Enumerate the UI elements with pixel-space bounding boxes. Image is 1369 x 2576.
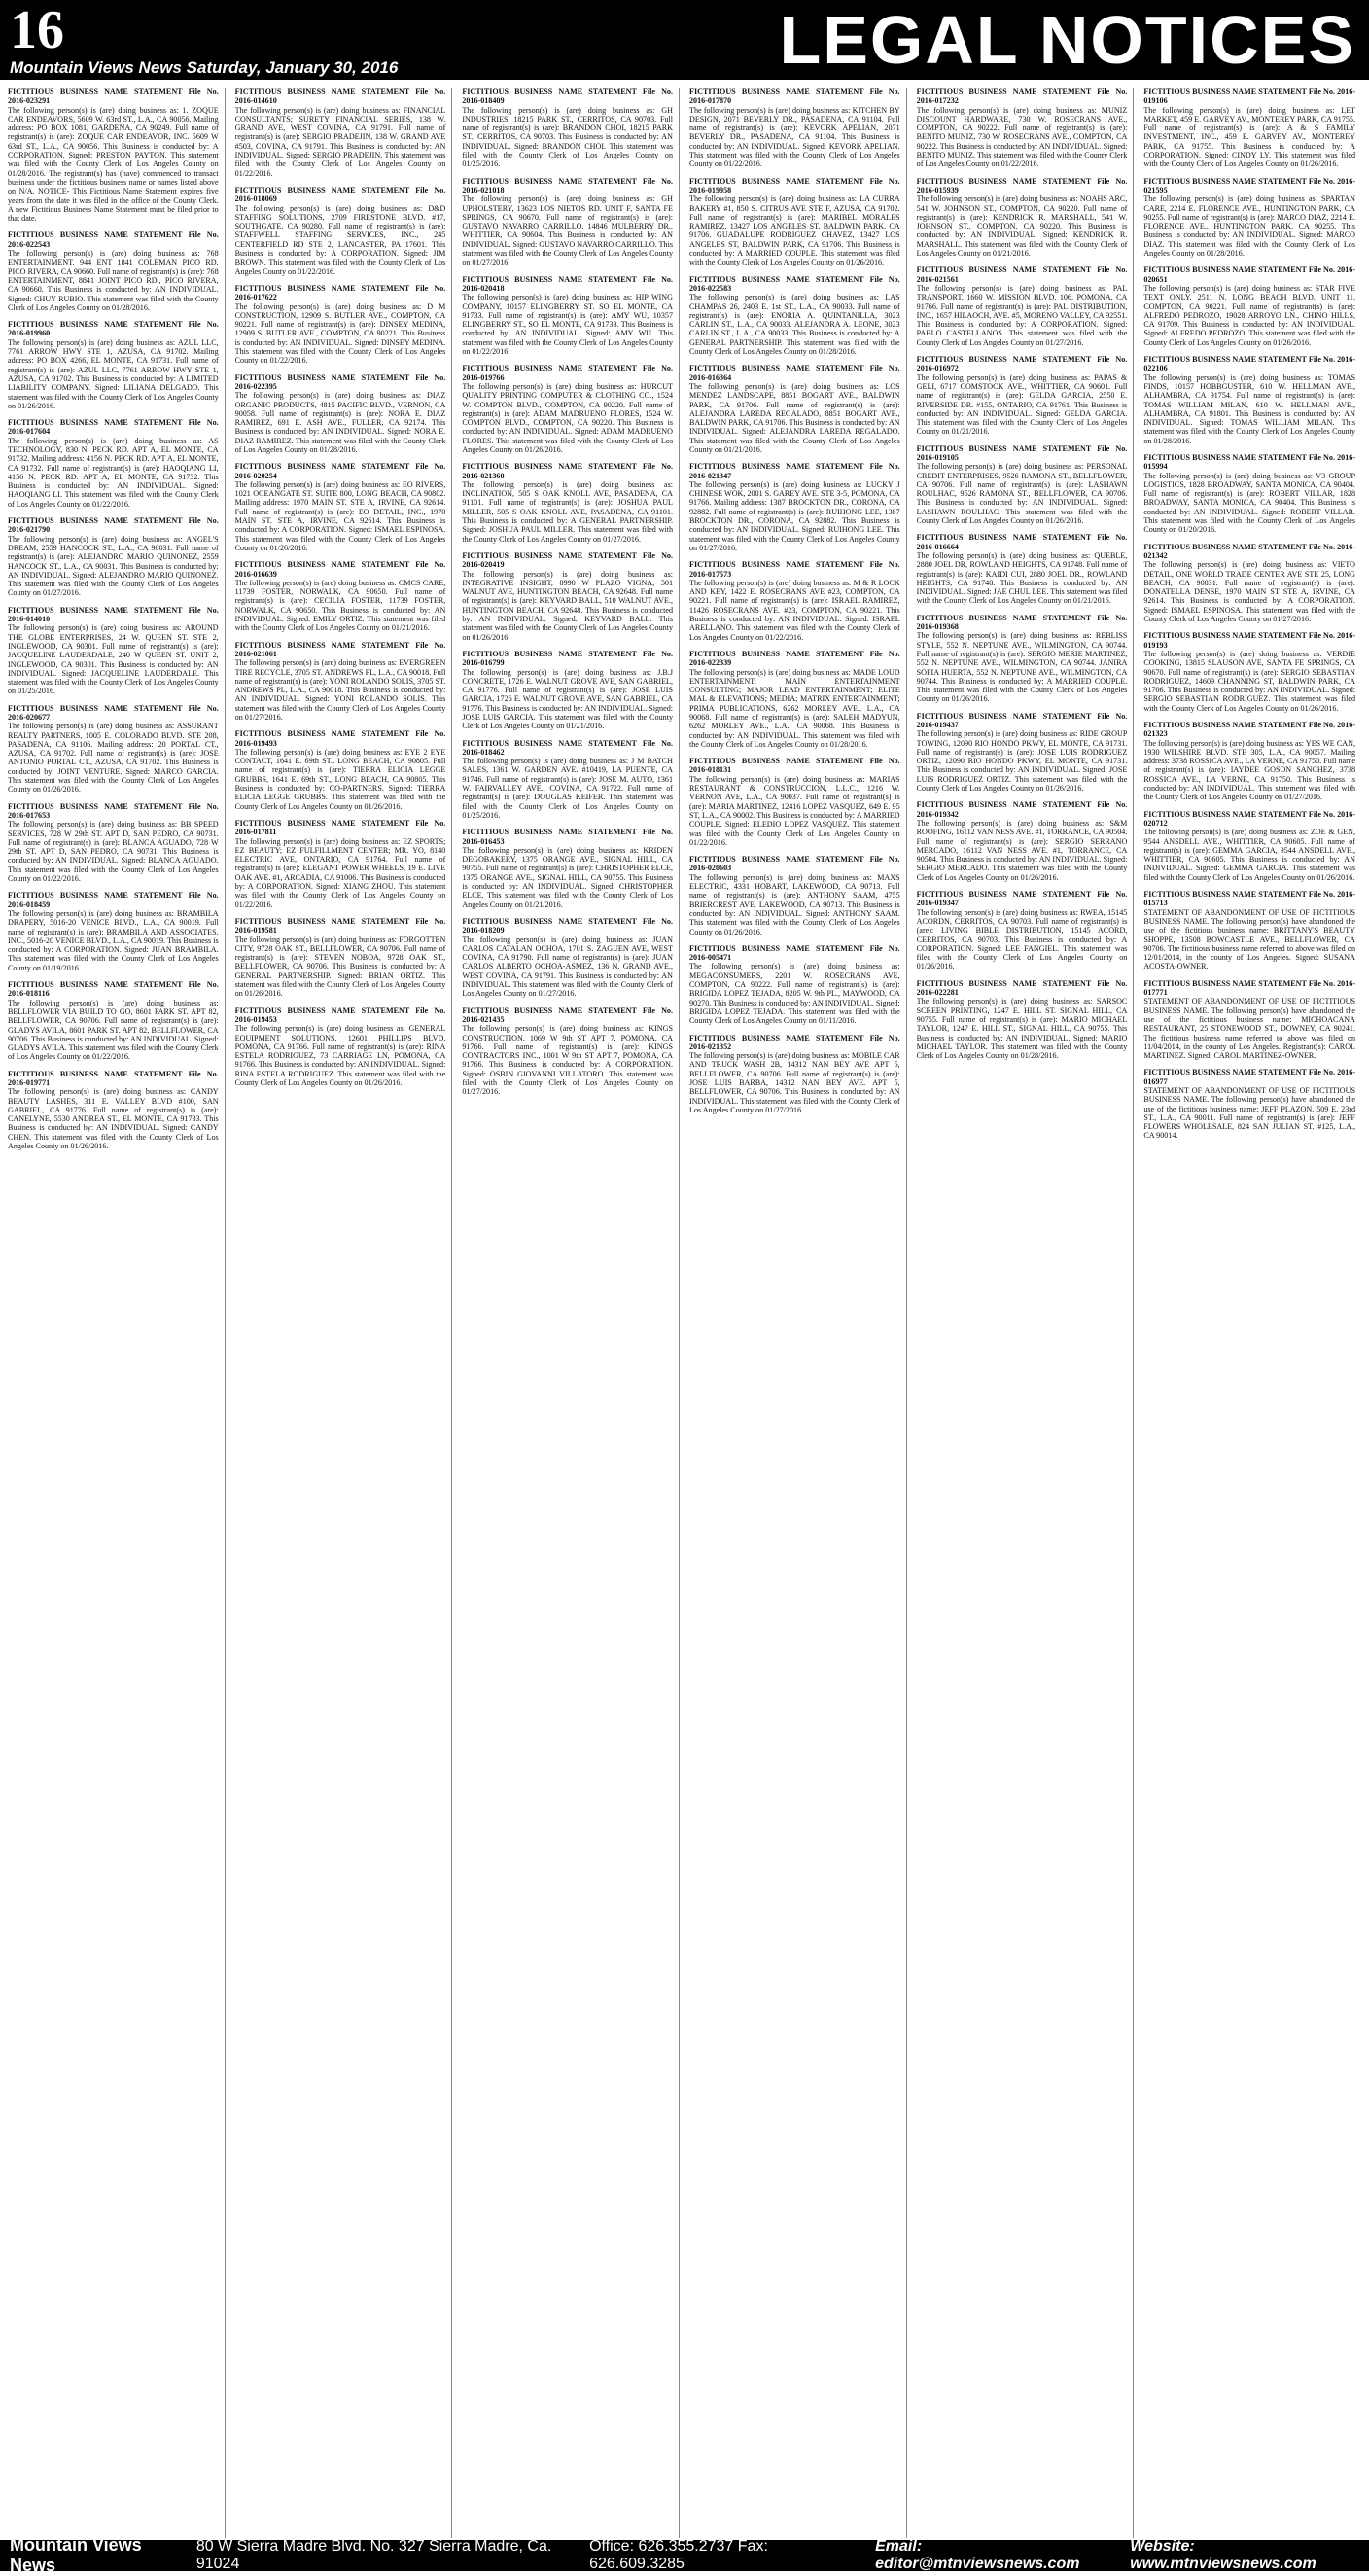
notice-body: The following person(s) is (are) doing business as: YES WE CAN, 1930 WILSHIRE BLVD. STE 305, L.A., CA 90057. Mailing address: 3738 ROSSICA AVE., LA VERNE, CA 91750. Full name of registrant(s) is (are): IAYDEE GOSON SANCHEZ, 3738 ROSSICA AVE., LA VERNE, CA 91750. This Business is conducted by: AN INDIVIDUAL. This statement was filed with the County Clerk of Los Angeles County on 01/27/2016. [1143, 738, 1355, 802]
legal-notice [917, 533, 1128, 605]
legal-notice [462, 1006, 673, 1097]
legal-notice [1143, 1068, 1355, 1140]
page-footer [0, 2535, 1369, 2575]
legal-notice [1143, 890, 1355, 971]
notice-body: The following person(s) is (are) doing business as: TOMAS FINDS, 10157 HOBBGUSTER, 610 W. HELLMAN AVE., ALHAMBRA, CA 91754. Full name of registrant(s) is (are): TOMAS WILLIAM MILAN, 610 W. HELLMAN AVE., ALHAMBRA, CA 91801. This Business is conducted by: AN INDIVIDUAL. Signed: TOMAS WILLIAM MILAN. This statement was filed with the County Clerk of Los Angeles County on 01/28/2016. [1143, 372, 1355, 445]
notice-heading: FICTITIOUS BUSINESS NAME STATEMENT File No. 2016-021061 [234, 640, 446, 658]
notice-heading: FICTITIOUS BUSINESS NAME STATEMENT File No. 2016-019368 [916, 613, 1128, 632]
notice-heading: FICTITIOUS BUSINESS NAME STATEMENT File No. 2016-017870 [689, 88, 900, 106]
legal-notice [8, 1070, 219, 1151]
notice-body: The following person(s) is (are) doing business as: EVERGREEN TIRE RECYCLE, 3705 ST. ANDREWS PL, L.A., CA 90018. Full name of registrant(s) is (are): YONI ROLANDO SOLIS, 3705 ST. ANDREWS PL, L.A., CA 90018. This Business is conducted by: AN INDIVIDUAL. Signed: YONI ROLANDO SOLIS. This statement was filed with the County Clerk of Los Angeles County on 01/27/2016. [234, 658, 446, 722]
notice-heading: FICTITIOUS BUSINESS NAME STATEMENT File No. 2016-021323 [1143, 721, 1355, 739]
legal-notice [689, 275, 900, 357]
legal-notice [1143, 810, 1355, 882]
notice-heading: FICTITIOUS BUSINESS NAME STATEMENT File No. 2016-018116 [8, 980, 219, 999]
notice-body: The following person(s) is (are) doing business as: MADE LOUD ENTERTAINMENT; MAIN ENTERTAINMENT CONSULTING; MAJOR LEAD ENTERTAINMENT; ELITE MAL & ELEVATIONS; MEDIA; MATRIX ENTERTAINMENT; PRIMA PUBLICATIONS, 6262 MORLEY AVE., L.A., CA 90068. Full name of registrant(s) is (are): SALEH MADYUN, 6262 MORLEY AVE., L.A., CA 90068. This Business is conducted by: AN INDIVIDUAL. This statement was filed with the County Clerk of Los Angeles County on 01/28/2016. [689, 667, 900, 749]
legal-notice [689, 650, 900, 749]
notice-body: The following person(s) is (are) doing business as: SPARTAN CARE, 2214 E. FLORENCE AVE., HUNTINGTON PARK, CA 90255. Full name of registrant(s) is (are): MARCO DIAZ, 2214 E. FLORENCE AVE., HUNTINGTON PARK, CA 90255. This Business is conducted by: AN INDIVIDUAL. Signed: MARCO DIAZ. This statement was filed with the County Clerk of Los Angeles County on 01/28/2016. [1143, 194, 1355, 259]
legal-notice [8, 320, 219, 410]
legal-notice [917, 444, 1128, 526]
legal-notice [689, 462, 900, 552]
legal-notice [235, 917, 446, 999]
notice-heading: FICTITIOUS BUSINESS NAME STATEMENT File No. 2016-021360 [462, 462, 673, 480]
notice-body: The following person(s) is (are) doing business as: KINGS CONSTRUCTION, 1069 W 9th ST APT 7, POMONA, CA 91766. Full name of registrant(s) is (are): KINGS CONTRACTORS INC., 1001 W 9th ST APT 7, POMONA, CA 91766. This Business is conducted by: A CORPORATION. Signed: OSBIN GIOVANNI VILLATORO. This statement was filed with the County Clerk of Los Angeles County on 01/27/2016. [462, 1024, 673, 1097]
notice-body: The following person(s) is (are) doing business as: LOS MENDEZ LANDSCAPE, 8851 BOGART AVE., BALDWIN PARK, CA 91706. Full name of registrant(s) is (are): ALEJANDRA LAREDA REGALADO, 8851 BOGART AVE., BALDWIN PARK, CA 91706. This Business is conducted by: AN INDIVIDUAL. Signed: ALEJANDRA LAREDA REGALADO. This statement was filed with the County Clerk of Los Angeles County on 01/21/2016. [689, 381, 900, 454]
footer-paper-name: Mountain Views News [10, 2535, 142, 2575]
notice-heading: FICTITIOUS BUSINESS NAME STATEMENT File No. 2016-019342 [916, 800, 1128, 819]
notice-body: The following person(s) is (are) doing business as: MARIAS RESTAURANT & CONSTRUCCION, L.L.C., 1216 W. VERNON AVE, L.A., CA 90037. Full name of registrant(s) is (are): MARIA MARTINEZ, 12416 LOPEZ VASQUEZ, 649 E. 95 ST, L.A., CA 90002. This Business is conducted by: A MARRIED COUPLE. Signed: ELEDIO LOPEZ VASQUEZ. This statement was filed with the County Clerk of Los Angeles County on 01/22/2016. [689, 774, 900, 847]
notice-heading: FICTITIOUS BUSINESS NAME STATEMENT File No. 2016-021435 [462, 1006, 673, 1024]
notice-heading: FICTITIOUS BUSINESS NAME STATEMENT File No. 2016-019453 [234, 1006, 446, 1024]
legal-notice [689, 1034, 900, 1115]
notice-heading: FICTITIOUS BUSINESS NAME STATEMENT File No. 2016-018069 [234, 185, 446, 204]
notice-heading: FICTITIOUS BUSINESS NAME STATEMENT File No. 2016-021347 [689, 462, 900, 480]
legal-notice [462, 177, 673, 267]
notice-heading: FICTITIOUS BUSINESS NAME STATEMENT File No. 2016-017771 [1143, 978, 1355, 998]
notice-body: The following person(s) is (are) doing business as: D M CONSTRUCTION, 12909 S. BUTLER AVE., COMPTON, CA 90221. Full name of registrant(s) is (are): DINSEY MEDINA, 12909 S. BUTLER AVE., COMPTON, CA 90221. This Business is conducted by: AN INDIVIDUAL. Signed: DINSEY MEDINA. This statement was filed with the County Clerk of Los Angeles County on 01/22/2016. [234, 301, 446, 366]
notice-body: The following person(s) is (are) doing business as: EYE 2 EYE CONTACT, 1641 E. 69th ST., LONG BEACH, CA 90805. Full name of registrant(s) is (are): TIERRA ELICIA LEGGE GRUBBS, 1641 E. 69th ST., LONG BEACH, CA 90805. This Business is conducted by: CO-PARTNERS. Signed: TIERRA ELICIA LEGGE GRUBBS. This statement was filed with the County Clerk of Los Angeles County on 01/26/2016. [234, 747, 446, 811]
notice-body: The following person(s) is (are) doing business as: CMCS CARE, 11739 FOSTER, NORWALK, CA 90650. Full name of registrant(s) is (are): CECILIA FOSTER, 11739 FOSTER, NORWALK, CA 90650. This Business is conducted by: AN INDIVIDUAL. Signed: EMILY ORTIZ. This statement was filed with the County Clerk of Los Angeles County on 01/21/2016. [234, 578, 446, 633]
legal-notice [462, 364, 673, 454]
notice-body: The following person(s) is (are) doing business as: GH UPHOLSTERY, 13623 LOS NIETOS RD. UNIT F, SANTA FE SPRINGS, CA 90670. Full name of registrant(s) is (are): GUSTAVO NAVARRO CARRILLO, 14846 MULBERRY DR., WHITTIER, CA 90604. This Business is conducted by: AN INDIVIDUAL. Signed: GUSTAVO NAVARRO CARRILLO. This statement was filed with the County Clerk of Los Angeles County on 01/27/2016. [462, 194, 673, 267]
legal-notice [235, 284, 446, 366]
notice-body: The following person(s) is (are) doing business as: BRAMBILA DRAPERY, 5016-20 VENICE BLVD., L.A., CA 90019. Full name of registrant(s) is (are): BRAMBILA AND ASSOCIATES, INC., 5016-20 VENICE BLVD., L.A., CA 90019. This Business is conducted by: A CORPORATION. Signed: JUAN BRAMBILA. This statement was filed with the County Clerk of Los Angeles County on 01/19/2016. [8, 908, 219, 972]
notice-body: The following person(s) is (are) doing business as: ANGEL'S DREAM, 2559 HANCOCK ST., L.A., CA 90031. Full name of registrant(s) is (are): ALEJANDRO MARIO QUINONEZ, 2559 HANCOCK ST., L.A., CA 90031. This Business is conducted by: AN INDIVIDUAL. Signed: ALEJANDRO MARIO QUINONEZ. This statement was filed with the County Clerk of Los Angeles County on 01/27/2016. [8, 534, 219, 598]
legal-notice [917, 890, 1128, 971]
notice-body: The following person(s) is (are) doing business as: KRIDEN DEGOBAKERY, 1375 ORANGE AVE., SIGNAL HILL, CA 90755. Full name of registrant(s) is (are): CHRISTOPHER ELCE, 1375 ORANGE AVE., SIGNAL HILL, CA 90755. This Business is conducted by: AN INDIVIDUAL. Signed: CHRISTOPHER ELCE. This statement was filed with the County Clerk of Los Angeles County on 01/21/2016. [462, 845, 673, 909]
legal-notice [235, 1006, 446, 1088]
legal-notice [689, 560, 900, 642]
notice-heading: FICTITIOUS BUSINESS NAME STATEMENT File No. 2016-022583 [689, 274, 900, 293]
legal-notice [1143, 177, 1355, 259]
notice-body: The following person(s) is (are) doing business as: LET MARKET, 459 E. GARVEY AV., MONTEREY PARK, CA 91755. Full name of registrant(s) is (are): A & S FAMILY INVESTMENT, INC., 459 E. GARVEY AV., MONTEREY PARK, CA 91755. This Business is conducted by: A CORPORATION. Signed: CINDY LY. This statement was filed with the County Clerk of Los Angeles County on 01/26/2016. [1143, 105, 1355, 169]
notice-body: The following person(s) is (are) doing business as: J M BATCH SALES, 1361 W. GARDEN AVE. #10419, LA PUENTE, CA 91746. Full name of registrant(s) is (are): JOSE M. AUTO, 1361 W. FAIRVALLEY AVE., COVINA, CA 91722. Full name of registrant(s) is (are): DOUGLAS KEIFER. This statement was filed with the County Clerk of Los Angeles County on 01/25/2016. [462, 757, 673, 820]
legal-notice [462, 551, 673, 642]
legal-notice [8, 980, 219, 1062]
notice-heading: FICTITIOUS BUSINESS NAME STATEMENT File No. 2016-020651 [1143, 265, 1355, 284]
notice-heading: FICTITIOUS BUSINESS NAME STATEMENT File No. 2016-021595 [1143, 176, 1355, 194]
notice-body: The following person(s) is (are) doing business as: MAXS ELECTRIC, 4331 HOBART, LAKEWOOD, CA 90713. Full name of registrant(s) is (are): ANTHONY SAAM, 4755 BRIERCREST AVE, LAKEWOOD, CA 90713. This Business is conducted by: AN INDIVIDUAL. Signed: ANTHONY SAAM. This statement was filed with the County Clerk of Los Angeles County on 01/26/2016. [689, 872, 900, 936]
legal-notice [917, 712, 1128, 794]
notice-body: The following person(s) is (are) doing business as: HURCUT QUALITY PRINTING COMPUTER & CLOTHING CO., 1524 W. COMPTON BLVD., COMPTON, CA 90220. Full name of registrant(s) is (are): ADAM MADRUENO FLORES, 1524 W. COMPTON BLVD., COMPTON, CA 90220. This Business is conducted by: AN INDIVIDUAL. Signed: ADAM MADRUENO FLORES. This statement was filed with the County Clerk of Los Angeles County on 01/26/2016. [462, 381, 673, 454]
legal-notice [235, 88, 446, 178]
footer-website: Website: www.mtnviewsnews.com [1130, 2538, 1316, 2572]
legal-notice [8, 802, 219, 884]
legal-notice [8, 516, 219, 598]
notice-heading: FICTITIOUS BUSINESS NAME STATEMENT File No. 2016-016977 [1143, 1068, 1355, 1086]
notice-heading: FICTITIOUS BUSINESS NAME STATEMENT File No. 2016-017811 [234, 818, 446, 837]
legal-notice [1143, 979, 1355, 1061]
notice-body: The following person(s) is (are) doing business as: CANDY BEAUTY LASHES, 311 E. VALLEY BLVD #100, SAN GABRIEL, CA 91776. Full name of registrant(s) is (are): CANELYNE, 5530 ANDREA ST., EL MONTE, CA 91733. This Business is conducted by: AN INDIVIDUAL. Signed: CANDY CHEN. This statement was filed with the County Clerk of Los Angeles County on 01/26/2016. [8, 1087, 219, 1151]
notice-heading: FICTITIOUS BUSINESS NAME STATEMENT File No. 2016-019347 [916, 890, 1128, 908]
notice-heading: FICTITIOUS BUSINESS NAME STATEMENT File No. 2016-021018 [462, 176, 673, 194]
notice-heading: FICTITIOUS BUSINESS NAME STATEMENT File No. 2016-023291 [8, 88, 219, 106]
notice-body: The following person(s) is (are) doing business as: 768 ENTERTAINMENT, 944 ENT 1841 COLEMAN PICO RD, PICO RIVERA, CA 90660. Full name of registrant(s) is (are): 768 ENTERTAINMENT, 8841 JOINT PICO RD., PICO RIVERA, CA 90660. This Business is conducted by: AN INDIVIDUAL. Signed: CHUY RUBIO. This statement was filed with the County Clerk of Los Angeles County on 01/28/2016. [8, 249, 219, 312]
notice-body: The following person(s) is (are) doing business as: SARSOC SCREEN PRINTING, 1247 E. HILL ST. SIGNAL HILL, CA 90755. Full name of registrant(s) is (are): MARIO MICHAEL TAYLOR, 1247 E. HILL ST., SIGNAL HILL, CA 90755. This Business is conducted by: AN INDIVIDUAL. Signed: MARIO MICHAEL TAYLOR. This statement was filed with the County Clerk of Los Angeles County on 01/28/2016. [916, 997, 1128, 1061]
notice-body: STATEMENT OF ABANDONMENT OF USE OF FICTITIOUS BUSINESS NAME. The following person(s) have abandoned the use of the fictitious business name: MICHOACANA RESTAURANT, 25 STONEWOOD ST., DOWNEY, CA 90241. The fictitious business name referred to above was filed on 11/04/2014, in the county of Los Angeles. Registrant(s): CAROL MARTINEZ. Signed: CAROL MARTINEZ-OWNER. [1143, 997, 1355, 1061]
notice-body: The following person(s) is (are) doing business as: ZOE & GEN, 9544 ANSDELL AVE., WHITTIER, CA 90605. Full name of registrant(s) is (are): GEMMA GARCIA, 9544 ANSDELL AVE., WHITTIER, CA 90605. This Business is conducted by: AN INDIVIDUAL. Signed: GEMMA GARCIA. This statement was filed with the County Clerk of Los Angeles County on 01/26/2016. [1143, 828, 1355, 882]
notice-heading: FICTITIOUS BUSINESS NAME STATEMENT File No. 2016-022339 [689, 649, 900, 668]
notice-body: The following person(s) is (are) doing business as: PAL TRANSPORT, 1660 W. MISSION BLVD. 106, POMONA, CA 91766. Full name of registrant(s) is (are): PAL DISTRIBUTION, INC., 1657 HILAOCH, AVE. #5, MORENO VALLEY, CA 92551. This Business is conducted by: A CORPORATION. Signed: PABLO CASTELLANOS. This statement was filed with the County Clerk of Los Angeles County on 01/27/2016. [916, 283, 1128, 347]
notice-heading: FICTITIOUS BUSINESS NAME STATEMENT File No. 2016-017622 [234, 283, 446, 302]
notice-heading: FICTITIOUS BUSINESS NAME STATEMENT File No. 2016-019960 [8, 320, 219, 338]
notice-body: The following person(s) is (are) doing business as: LA CURRA BAKERY #1, 850 S. CITRUS AVE STE F, AZUSA, CA 91702. Full name of registrant(s) is (are): MARIBEL MORALES RAMIREZ, 13427 LOS ANGELES ST, BALDWIN PARK, CA 91706. GUADALUPE RODRIGUEZ CHAVEZ, 13427 LOS ANGELES ST, BALDWIN PARK, CA 91706. This Business is conducted by: A MARRIED COUPLE. This statement was filed with the County Clerk of Los Angeles County on 01/26/2016. [689, 194, 900, 267]
masthead: Mountain Views News Saturday, January 30, 2016 [10, 58, 399, 77]
legal-notice [1143, 453, 1355, 535]
notice-body: The following person(s) is (are) doing business as: INCLINATION, 505 S OAK KNOLL AVE, PASADENA, CA 91101. Full name of registrant(s) is (are): JOSHUA PAUL MILLER, 505 S OAK KNOLL AVE, PASADENA, CA 91101. This Business is conducted by: A GENERAL PARTNERSHIP. Signed: JOSHUA PAUL MILLER. This statement was filed with the County Clerk of Los Angeles County on 01/27/2016. [462, 479, 673, 544]
notice-heading: FICTITIOUS BUSINESS NAME STATEMENT File No. 2016-019958 [689, 176, 900, 194]
legal-notice [917, 979, 1128, 1061]
notice-heading: FICTITIOUS BUSINESS NAME STATEMENT File No. 2016-016799 [462, 649, 673, 668]
legal-notice [8, 704, 219, 794]
notice-heading: FICTITIOUS BUSINESS NAME STATEMENT File No. 2016-021790 [8, 516, 219, 535]
notice-heading: FICTITIOUS BUSINESS NAME STATEMENT File No. 2016-019106 [1143, 88, 1355, 106]
notice-heading: FICTITIOUS BUSINESS NAME STATEMENT File No. 2016-018459 [8, 891, 219, 909]
notice-heading: FICTITIOUS BUSINESS NAME STATEMENT File No. 2016-022395 [234, 372, 446, 391]
legal-notice [462, 828, 673, 909]
notice-body: The following person(s) is (are) doing business as: GH INDUSTRIES, 18215 PARK ST., CERRITOS, CA 90703. Full name of registrant(s) is (are): BRANDON CHOI, 18215 PARK ST., CERRITOS, CA 90703. This Business is conducted by: AN INDIVIDUAL. Signed: BRANDON CHOI. This statement was filed with the County Clerk of Los Angeles County on 01/25/2016. [462, 105, 673, 169]
notice-body: The following person(s) is (are) doing business as: LUCKY J CHINESE WOK, 2001 S. GAREY AVE. STE 3-5, POMONA, CA 91766. Mailing address: 1387 BROCKTON DR., CORONA, CA 92882. Full name of registrant(s) is (are): RUIHONG LEE, 1387 BROCKTON DR., CORONA, CA 92882. This Business is conducted by: AN INDIVIDUAL. Signed: RUIHONG LEE. This statement was filed with the County Clerk of Los Angeles County on 01/27/2016. [689, 479, 900, 552]
notice-columns [8, 88, 1361, 2538]
notice-body: The following person(s) is (are) doing business as: INTEGRATIVE INSIGHT, 8990 W PLAZO VIGNA, 501 WALNUT AVE, HUNTINGTON BEACH, CA 92648. Full name of registrant(s) is (are): KEYVARD BALL, 510 WALNUT AVE., HUNTINGTON BEACH, CA 92648. This Business is conducted by: AN INDIVIDUAL. Signed: KEYVARD BALL. This statement was filed with the County Clerk of Los Angeles County on 01/26/2016. [462, 569, 673, 642]
notice-heading: FICTITIOUS BUSINESS NAME STATEMENT File No. 2016-022543 [8, 230, 219, 249]
legal-notice [462, 650, 673, 731]
notice-heading: FICTITIOUS BUSINESS NAME STATEMENT File No. 2016-019766 [462, 364, 673, 382]
notice-heading: FICTITIOUS BUSINESS NAME STATEMENT File No. 2016-016639 [234, 560, 446, 579]
notice-body: The following person(s) is (are) doing business as: RWEA, 15145 ACORDN, CERRITOS, CA 90703. Full name of registrant(s) is (are): LIVING BIBLE DISTRIBUTION, 15145 ACORD, CERRITOS, CA 90703. This Business is conducted by: A CORPORATION. Signed: LEE FANGIEL. This statement was filed with the County Clerk of Los Angeles County on 01/26/2016. [916, 907, 1128, 971]
notice-heading: FICTITIOUS BUSINESS NAME STATEMENT File No. 2016-016364 [689, 364, 900, 382]
notice-body: The following person(s) is (are) doing business as: LAS CHAMPAS 26, 2403 E. 1st ST., L.A., CA 90033. Full name of registrant(s) is (are): ENORIA A. QUINTANILLA, 3023 CARLIN ST., L.A., CA 90033. ALEJANDRA A. LEONE, 3023 CARLIN ST., L.A., CA 90033. This Business is conducted by: A GENERAL PARTNERSHIP. This statement was filed with the County Clerk of Los Angeles County on 01/28/2016. [689, 293, 900, 357]
notice-body: The following person(s) is (are) doing business as: FINANCIAL CONSULTANTS; SURETY FINANCIAL SERIES, 138 W. GRAND AVE, WEST COVINA, CA 91791. Full name of registrant(s) is (are): SERGIO PRADEJIN, 138 W. GRAND AVE #503, COVINA, CA 91791. This Business is conducted by: AN INDIVIDUAL. Signed: SERGIO PRADEJIN. This statement was filed with the County Clerk of Los Angeles County on 01/22/2016. [234, 105, 446, 178]
notice-body: The following person(s) is (are) doing business as: NOAHS ARC, 541 W. JOHNSON ST., COMPTON, CA 90220. Full name of registrant(s) is (are): KENDRICK R. MARSHALL, 541 W. JOHNSON ST., COMPTON, CA 90220. This Business is conducted by: AN INDIVIDUAL. Signed: KENDRICK R. MARSHALL. This statement was filed with the County Clerk of Los Angeles County on 01/21/2016. [916, 194, 1128, 259]
legal-notice [8, 891, 219, 972]
notice-heading: FICTITIOUS BUSINESS NAME STATEMENT File No. 2016-019193 [1143, 631, 1355, 650]
notice-heading: FICTITIOUS BUSINESS NAME STATEMENT File No. 2016-019581 [234, 916, 446, 935]
notice-heading: FICTITIOUS BUSINESS NAME STATEMENT File No. 2016-020712 [1143, 809, 1355, 828]
notice-heading: FICTITIOUS BUSINESS NAME STATEMENT File No. 2016-014010 [8, 605, 219, 624]
legal-notice [8, 230, 219, 312]
legal-notice [917, 800, 1128, 882]
legal-notice [1143, 631, 1355, 713]
notice-body: The following person(s) is (are) doing business as: 1. ZOQUE CAR ENDEAVORS, 5609 W. 63rd ST., L.A., CA 90056. Mailing address: PO BOX 1081, GARDENA, CA 90249. Full name of registrant(s) is (are): ZOQUE CAR ENDEAVOR, INC. 5609 W 63rd ST., L.A., CA 90056. This Business is conducted by: A CORPORATION. Signed: PRESTON PAYTON. This statement was filed with the County Clerk of Los Angeles County on 01/28/2016. The registrant(s) has (have) commenced to transact business under the fictitious business name or names listed above on N/A. NOTICE- This Fictitious Name Statement expires five years from the date it was filed in the office of the County Clerk. A new Fictitious Business Name Statement must be filed prior to that date. [8, 105, 219, 224]
notice-body: The following person(s) is (are) doing business as: AZUL LLC, 7761 ARROW HWY STE 1, AZUSA, CA 91702. Mailing address: PO BOX 4266, EL MONTE, CA 91731. Full name of registrant(s) is (are): AZUL LLC, 7761 ARROW HWY STE 1, AZUSA, CA 91702. This Business is conducted by: A LIMITED LIABILITY COMPANY. Signed: LILIANA DELGADO. This statement was filed with the County Clerk of Los Angeles County on 01/26/2016. [8, 337, 219, 410]
notice-heading: FICTITIOUS BUSINESS NAME STATEMENT File No. 2016-017232 [916, 88, 1128, 106]
notice-heading: FICTITIOUS BUSINESS NAME STATEMENT File No. 2016-018409 [462, 88, 673, 106]
legal-notice [8, 606, 219, 696]
notice-body: The following person(s) is (are) doing business as: AROUND THE GLOBE ENTERPRISES, 24 W. QUEEN ST. STE 2, INGLEWOOD, CA 90301. Full name of registrant(s) is (are): JACQUELINE LAUDERDALE, 240 W QUEEN ST. UNIT 2, INGLEWOOD, CA 90301. This Business is conducted by: AN INDIVIDUAL. Signed: JACQUELINE LAUDERDALE. This statement was filed with the County Clerk of Los Angeles County on 01/25/2016. [8, 623, 219, 696]
notice-heading: FICTITIOUS BUSINESS NAME STATEMENT File No. 2016-017604 [8, 418, 219, 437]
legal-notice [235, 819, 446, 909]
notice-column-5 [917, 88, 1135, 2538]
notice-body: The following person(s) is (are) doing business as: D&D STAFFING SOLUTIONS, 2709 FIRESTONE BLVD. #17, SOUTHGATE, CA 90280. Full name of registrant(s) is (are): STAFFWELL STAFFING SERVICES, INC., 245 CENTERFIELD RD STE 2, LANCASTER, PA 17601. This Business is conducted by: A CORPORATION. Signed: JIM BROWN. This statement was filed with the County Clerk of Los Angeles County on 01/22/2016. [234, 203, 446, 276]
notice-heading: FICTITIOUS BUSINESS NAME STATEMENT File No. 2016-019105 [916, 443, 1128, 462]
notice-body: The following person(s) is (are) doing business as: PERSONAL CREDIT ENTERPRISES, 9526 RAMONA ST., BELLFLOWER, CA 90706. Full name of registrant(s) is (are): LASHAWN ROULHAC, 9526 RAMONA ST., BELLFLOWER, CA 90706. This Business is conducted by: AN INDIVIDUAL. Signed: LASHAWN ROULHAC. This statement was filed with the County Clerk of Los Angeles County on 01/26/2016. [916, 462, 1128, 526]
page-number: 16 [10, 0, 64, 60]
notice-heading: FICTITIOUS BUSINESS NAME STATEMENT File No. 2016-015939 [916, 176, 1128, 194]
legal-notice [917, 177, 1128, 259]
notice-heading: FICTITIOUS BUSINESS NAME STATEMENT File No. 2016-020254 [234, 462, 446, 480]
notice-heading: FICTITIOUS BUSINESS NAME STATEMENT File No. 2016-016972 [916, 355, 1128, 373]
notice-body: The following person(s) is (are) doing business as: BB SPEED SERVICES, 728 W 29th ST. APT D, SAN PEDRO, CA 90731. Full name of registrant(s) is (are): BLANCA AGUADO, 728 W 29th ST. APT D, SAN PEDRO, CA 90731. This Business is conducted by: AN INDIVIDUAL. Signed: BLANCA AGUADO. This statement was filed with the County Clerk of Los Angeles County on 01/22/2016. [8, 820, 219, 884]
legal-notice [1143, 355, 1355, 445]
legal-notice [689, 177, 900, 267]
notice-body: The following person(s) is (are) doing business as: VIETO DETAIL, ONE WORLD TRADE CENTER AVE STE 25, LONG BEACH, CA 90831. Full name of registrant(s) is (are): DONATELLA DENSE, 1970 MAIN ST STE A, IRVINE, CA 92614. This Business is conducted by: A CORPORATION. Signed: ISMAEL ESPINOSA. This statement was filed with the County Clerk of Los Angeles County on 01/27/2016. [1143, 560, 1355, 624]
notice-heading: FICTITIOUS BUSINESS NAME STATEMENT File No. 2016-018131 [689, 757, 900, 775]
legal-notice [462, 917, 673, 999]
legal-notice [235, 462, 446, 552]
notice-body: The following person(s) is (are) doing business as: V3 GROUP LOGISTICS, 1828 BROADWAY, SANTA MONICA, CA 90404. Full name of registrant(s) is (are): ROBERT VILLAR, 1828 BROADWAY, SANTA MONICA, CA 90404. This Business is conducted by: AN INDIVIDUAL. Signed: ROBERT VILLAR. This statement was filed with the County Clerk of Los Angeles County on 01/20/2016. [1143, 471, 1355, 535]
notice-column-1 [8, 88, 226, 2538]
notice-heading: FICTITIOUS BUSINESS NAME STATEMENT File No. 2016-018209 [462, 916, 673, 935]
page-header [0, 0, 1369, 80]
notice-heading: FICTITIOUS BUSINESS NAME STATEMENT File No. 2016-021352 [689, 1033, 900, 1051]
notice-body: The following person(s) is (are) doing business as: JUAN CARLOS CATALAN OCHOA, 1701 S. ZAGUEN AVE, WEST COVINA, CA 91790. Full name of registrant(s) is (are): JUAN CARLOS ALBERTO OCHOA-ASMEZ, 136 N. GRAND AVE., WEST COVINA, CA 91791. This Business is conducted by: AN INDIVIDUAL. This statement was filed with the County Clerk of Los Angeles County on 01/27/2016. [462, 935, 673, 999]
notice-body: The following person(s) is (are) doing business as: EO RIVERS, 1021 OCEANGATE ST. SUITE 800, LONG BEACH, CA 90802. Mailing address: 1970 MAIN ST. STE A, IRVINE, CA 92614. Full name of registrant(s) is (are): EO DETAIL, INC., 1970 MAIN ST. STE A, IRVINE, CA 92614. This Business is conducted by: A CORPORATION. Signed: ISMAEL ESPINOSA. This statement was filed with the County Clerk of Los Angeles County on 01/26/2016. [234, 479, 446, 552]
notice-body: The following person(s) is (are) doing business as: J.B.J CONCRETE, 1726 E. WALNUT GROVE AVE, SAN GABRIEL, CA 91776. Full name of registrant(s) is (are): JOSE LUIS GARCIA, 1726 E. WALNUT GROVE AVE, SAN GABRIEL, CA 91776. This Business is conducted by: AN INDIVIDUAL. Signed: JOSE LUIS GARCIA. This statement was filed with the County Clerk of Los Angeles County on 01/21/2016. [462, 667, 673, 731]
notice-heading: FICTITIOUS BUSINESS NAME STATEMENT File No. 2016-019437 [916, 711, 1128, 729]
legal-notice [1143, 88, 1355, 169]
legal-notice [689, 757, 900, 847]
legal-notice [235, 560, 446, 632]
legal-notice [689, 364, 900, 454]
legal-notice [917, 355, 1128, 437]
footer-phone: Office: 626.355.2737 Fax: 626.609.3285 [589, 2538, 768, 2572]
notice-body: The following person(s) is (are) doing business as: FORGOTTEN CITY, 9728 OAK ST., BELLFLOWER, CA 90706. Full name of registrant(s) is (are): STEVEN NOBOA, 9728 OAK ST., BELLFLOWER, CA 90706. This Business is conducted by: A GENERAL PARTNERSHIP. Signed: BRIAN ORTIZ. This statement was filed with the County Clerk of Los Angeles County on 01/26/2016. [234, 935, 446, 999]
legal-notice [689, 88, 900, 169]
notice-body: The following person(s) is (are) doing business as: RIDE GROUP TOWING, 12090 RIO HONDO PKWY, EL MONTE, CA 91731. Full name of registrant(s) is (are): JOSE LUIS RODRIGUEZ ORTIZ, 12090 RIO HONDO PKWY, EL MONTE, CA 91731. This Business is conducted by: AN INDIVIDUAL. Signed: JOSE LUIS RODRIGUEZ ORTIZ. This statement was filed with the County Clerk of Los Angeles County on 01/26/2016. [916, 729, 1128, 794]
section-title: LEGAL NOTICES [779, 2, 1355, 78]
legal-notice [462, 462, 673, 544]
notice-heading: FICTITIOUS BUSINESS NAME STATEMENT File No. 2016-022106 [1143, 355, 1355, 373]
notice-body: The following person(s) is (are) doing business as: QUEBLE, 2880 JOEL DR, ROWLAND HEIGHTS, CA 91748. Full name of registrant(s) is (are): KAIDI CUI, 2880 JOEL DR., ROWLAND HEIGHTS, CA 91748. This Business is conducted by: AN INDIVIDUAL. Signed: JAE CHUL LEE. This statement was filed with the County Clerk of Los Angeles County on 01/21/2016. [916, 550, 1128, 606]
notice-body: The following person(s) is (are) doing business as: AS TECHNOLOGY, 830 N. PECK RD. APT A, EL MONTE, CA 91732. Mailing address: 4156 N. PECK RD. APT A, EL MONTE, CA 91732. Full name of registrant(s) is (are): HAOQIANG LI, 4156 N. PECK RD. APT A, EL MONTE, CA 91732. This Business is conducted by: AN INDIVIDUAL. Signed: HAOQIANG LI. This statement was filed with the County Clerk of Los Angeles County on 01/22/2016. [8, 436, 219, 509]
legal-notice [235, 373, 446, 455]
notice-body: The following person(s) is (are) doing business as: DIAZ ORGANIC PRODUCTS, 4815 PACIFIC BLVD., VERNON, CA 90058. Full name of registrant(s) is (are): NORA E. DIAZ RAMIREZ, 691 E. ASH AVE., FULLER, CA 92174. This Business is conducted by: AN INDIVIDUAL. Signed: NORA E. DIAZ RAMIREZ. This statement was filed with the County Clerk of Los Angeles County on 01/28/2016. [234, 391, 446, 454]
notice-heading: FICTITIOUS BUSINESS NAME STATEMENT File No. 2016-020603 [689, 855, 900, 873]
legal-notice [235, 641, 446, 723]
notice-body: The following person(s) is (are) doing business as: KITCHEN BY DESIGN, 2071 BEVERLY DR., PASADENA, CA 91104. Full name of registrant(s) is (are): KEVORK APELIAN, 2071 BEVERLY DR., PASADENA, CA 91104. This Business is conducted by: AN INDIVIDUAL. Signed: KEVORK APELIAN. This statement was filed with the County Clerk of Los Angeles County on 01/22/2016. [689, 105, 900, 169]
notice-heading: FICTITIOUS BUSINESS NAME STATEMENT File No. 2016-015994 [1143, 452, 1355, 472]
footer-address: 80 W Sierra Madre Blvd. No. 327 Sierra Madre, Ca. 91024 [195, 2538, 552, 2572]
notice-body: The following person(s) is (are) doing business as: MUNIZ DISCOUNT HARDWARE, 730 W. ROSECRANS AVE., COMPTON, CA 90222. Full name of registrant(s) is (are): BENITO MUNIZ, 730 W. ROSECRANS AVE., COMPTON, CA 90222. This Business is conducted by: AN INDIVIDUAL. Signed: BENITO MUNIZ. This statement was filed with the County Clerk of Los Angeles County on 01/22/2016. [916, 105, 1128, 169]
notice-heading: FICTITIOUS BUSINESS NAME STATEMENT File No. 2016-022281 [916, 978, 1128, 998]
notice-body: The following person(s) is (are) doing business as: REBLISS STYLE, 552 N. NEPTUNE AVE., WILMINGTON, CA 90744. Full name of registrant(s) is (are): SERGIO MERIE MARTINEZ, 552 N. NEPTUNE AVE., WILMINGTON, CA 90744. JANIRA SOFIA HUERTA, 552 N. NEPTUNE AVE., WILMINGTON, CA 90744. This Business is conducted by: A MARRIED COUPLE. This statement was filed with the County Clerk of Los Angeles County on 01/26/2016. [916, 631, 1128, 704]
notice-heading: FICTITIOUS BUSINESS NAME STATEMENT File No. 2016-018462 [462, 738, 673, 757]
notice-heading: FICTITIOUS BUSINESS NAME STATEMENT File No. 2016-017653 [8, 801, 219, 820]
notice-heading: FICTITIOUS BUSINESS NAME STATEMENT File No. 2016-019493 [234, 729, 446, 748]
legal-notice [1143, 721, 1355, 802]
notice-heading: FICTITIOUS BUSINESS NAME STATEMENT File No. 2016-020677 [8, 703, 219, 722]
notice-column-6 [1143, 88, 1361, 2538]
footer-email: Email: editor@mtnviewsnews.com [875, 2538, 1080, 2572]
legal-notice [917, 88, 1128, 169]
notice-heading: FICTITIOUS BUSINESS NAME STATEMENT File No. 2016-016453 [462, 828, 673, 846]
notice-body: The following person(s) is (are) doing business as: S&M ROOFING, 16112 VAN NESS AVE. #1, TORRANCE, CA 90504. Full name of registrant(s) is (are): SERGIO SERRANO MERCADO, 16112 VAN NESS AVE. #1, TORRANCE, CA 90504. This Business is conducted by: AN INDIVIDUAL. Signed: SERGIO MERCADO. This statement was filed with the County Clerk of Los Angeles County on 01/26/2016. [916, 818, 1128, 882]
notice-body: The following person(s) is (are) doing business as: HIP WING COMPANY, 10157 ELINGBERRY ST. SO EL MONTE, CA 91733. Full name of registrant(s) is (are): AMY WU, 10357 ELINGBERRY ST., SO EL MONTE, CA 91733. This Business is conducted by: AN INDIVIDUAL. Signed: AMY WU. This statement was filed with the County Clerk of Los Angeles County on 01/22/2016. [462, 293, 673, 357]
notice-body: The following person(s) is (are) doing business as: EZ SPORTS; EZ BEAUTY; EZ FULFILLMENT CENTER; MR. YO, 8140 ELECTRIC AVE, ONTARIO, CA 91764. Full name of registrant(s) is (are): ELEGANT POWER WHEELS, 19 E. LIVE OAK AVE. #1, ARCADIA, CA 91006. This Business is conducted by: A CORPORATION. Signed: XIANG ZHOU. This statement was filed with the County Clerk of Los Angeles County on 01/22/2016. [234, 836, 446, 909]
legal-notice [1143, 543, 1355, 624]
notice-heading: FICTITIOUS BUSINESS NAME STATEMENT File No. 2016-016664 [916, 533, 1128, 551]
notice-body: The following person(s) is (are) doing business as: PAPAS & GELI, 6717 COMSTOCK AVE., WHITTIER, CA 90601. Full name of registrant(s) is (are): GELDA GARCIA, 2550 E. RIVERSIDE DR. #155, ONTARIO, CA 91761. This Business is conducted by: AN INDIVIDUAL. Signed: GELDA GARCIA. This statement was filed with the County Clerk of Los Angeles County on 01/21/2016. [916, 372, 1128, 437]
legal-notice [917, 265, 1128, 347]
legal-notice [462, 88, 673, 169]
legal-notice [689, 855, 900, 936]
notice-body: The following person(s) is (are) doing business as: GENERAL EQUIPMENT SOLUTIONS, 12601 PHILLIPS BLVD, POMONA, CA 91766. Full name of registrant(s) is (are): RINA ESTELA RODRIGUEZ, 73 CARRIAGE LN, POMONA, CA 91766. This Business is conducted by: AN INDIVIDUAL. Signed: RINA ESTELA RODRIGUEZ. This statement was filed with the County Clerk of Los Angeles County on 01/26/2016. [234, 1024, 446, 1087]
notice-body: STATEMENT OF ABANDONMENT OF USE OF FICTITIOUS BUSINESS NAME. The following person(s) have abandoned the use of the fictitious business name: BRITTANY'S BEAUTY SHOPPE, 13508 BOWCASTLE AVE., BELLFLOWER, CA 90706. The fictitious business name referred to above was filed on 12/01/2014, in the county of Los Angeles. Signed: SUSANA ACOSTA-OWNER. [1143, 907, 1355, 971]
notice-heading: FICTITIOUS BUSINESS NAME STATEMENT File No. 2016-015713 [1143, 890, 1355, 908]
notice-body: The following person(s) is (are) doing business as: STAR FIVE TEXT ONLY, 2511 N. LONG BEACH BLVD. UNIT 11, COMPTON, CA 90221. Full name of registrant(s) is (are): ALFREDO PEDROZO, 19028 ARROYO LN., CHINO HILLS, CA 91709. This Business is conducted by: AN INDIVIDUAL. Signed: ALFREDO PEDROZO. This statement was filed with the County Clerk of Los Angeles County on 01/26/2016. [1143, 283, 1355, 347]
notice-body: The following person(s) is (are) doing business as: MOBILE CAR AND TRUCK WASH 2B, 14312 NAN BEY AVE APT 5, BELLFLOWER, CA 90706. Full name of registrant(s) is (are): JOSE LUIS BARBA, 14312 NAN BEY AVE. APT 5, BELLFLOWER, CA 90706. This Business is conducted by: AN INDIVIDUAL. This statement was filed with the County Clerk of Los Angeles County on 01/27/2016. [689, 1051, 900, 1114]
notice-body: The following person(s) is (are) doing business as: VERDIE COOKING, 13815 SLAUSON AVE, SANTA FE SPRINGS, CA 90670. Full name of registrant(s) is (are): SERGIO SEBASTIAN RODRIGUEZ, 14609 CHANNING ST, BALDWIN PARK, CA 91706. This Business is conducted by: AN INDIVIDUAL. Signed: SERGIO SEBASTIAN RODRIGUEZ. This statement was filed with the County Clerk of Los Angeles County on 01/26/2016. [1143, 649, 1355, 713]
notice-heading: FICTITIOUS BUSINESS NAME STATEMENT File No. 2016-017573 [689, 560, 900, 579]
notice-heading: FICTITIOUS BUSINESS NAME STATEMENT File No. 2016-021342 [1143, 542, 1355, 560]
legal-notice [462, 739, 673, 821]
notice-heading: FICTITIOUS BUSINESS NAME STATEMENT File No. 2016-014610 [234, 88, 446, 106]
notice-body: The following person(s) is (are) doing business as: BELLFLOWER VIA BUILD TO GO, 8601 PARK ST. APT 82, BELLFLOWER, CA 90706. Full name of registrant(s) is (are): GLADYS AVILA, 8601 PARK ST. APT 82, BELLFLOWER, CA 90706. This Business is conducted by: AN INDIVIDUAL. Signed: GLADYS AVILA. This statement was filed with the County Clerk of Los Angeles County on 01/22/2016. [8, 998, 219, 1062]
legal-notice [8, 418, 219, 509]
legal-notice [462, 275, 673, 357]
notice-body: The following person(s) is (are) doing business as: M & R LOCK AND KEY, 1422 E. ROSECRANS AVE #23, COMPTON, CA 90221. Full name of registrant(s) is (are): ISRAEL RAMIREZ, 11426 ROSECRANS AVE. #23, COMPTON, CA 90221. This Business is conducted by: AN INDIVIDUAL. Signed: ISRAEL ARELLANO. This statement was filed with the County Clerk of Los Angeles County on 01/22/2016. [689, 578, 900, 642]
notice-heading: FICTITIOUS BUSINESS NAME STATEMENT File No. 2016-020418 [462, 274, 673, 293]
notice-column-4 [689, 88, 907, 2538]
notice-heading: FICTITIOUS BUSINESS NAME STATEMENT File No. 2016-020419 [462, 550, 673, 570]
notice-body: STATEMENT OF ABANDONMENT OF USE OF FICTITIOUS BUSINESS NAME. The following person(s) have abandoned the use of the fictitious business name: JEFF PLAZON, 509 E. 23rd ST., L.A., CA 90011. Full name of registrant(s) is (are): JEFF FLOWERS WHOLESALE, 824 SAN JULIAN ST. #125, L.A., CA 90014. [1143, 1085, 1355, 1141]
notice-heading: FICTITIOUS BUSINESS NAME STATEMENT File No. 2016-021561 [916, 265, 1128, 284]
legal-notice [689, 944, 900, 1026]
notice-heading: FICTITIOUS BUSINESS NAME STATEMENT File No. 2016-019771 [8, 1069, 219, 1087]
notice-body: The following person(s) is (are) doing business as: ASSURANT REALTY PARTNERS, 1005 E. COLORADO BLVD. STE 208, PASADENA, CA 91106. Mailing address: 20 PORTAL CT., AZUSA, CA 91702. Full name of registrant(s) is (are): JOSE ANTONIO PORTAL CT., AZUSA, CA 91702. This Business is conducted by: JOINT VENTURE. Signed: MARCO GARCIA. This statement was filed with the County Clerk of Los Angeles County on 01/26/2016. [8, 722, 219, 794]
legal-notice [235, 729, 446, 811]
notice-column-2 [235, 88, 453, 2538]
notice-body: The following person(s) is (are) doing business as: MEGACONSUMERS, 2201 W. ROSECRANS AVE, COMPTON, CA 90222. Full name of registrant(s) is (are): BRIGIDA LOPEZ TEJADA, 8205 W. 9th PL., MAYWOOD, CA 90270. This Business is conducted by: AN INDIVIDUAL. Signed: BRIGIDA LOPEZ TEJADA. This statement was filed with the County Clerk of Los Angeles County on 01/11/2016. [689, 962, 900, 1026]
legal-notice [917, 614, 1128, 704]
legal-notice [1143, 265, 1355, 347]
notice-column-3 [462, 88, 680, 2538]
notice-heading: FICTITIOUS BUSINESS NAME STATEMENT File No. 2016-005471 [689, 943, 900, 963]
legal-notice [8, 88, 219, 223]
legal-notice [235, 186, 446, 276]
